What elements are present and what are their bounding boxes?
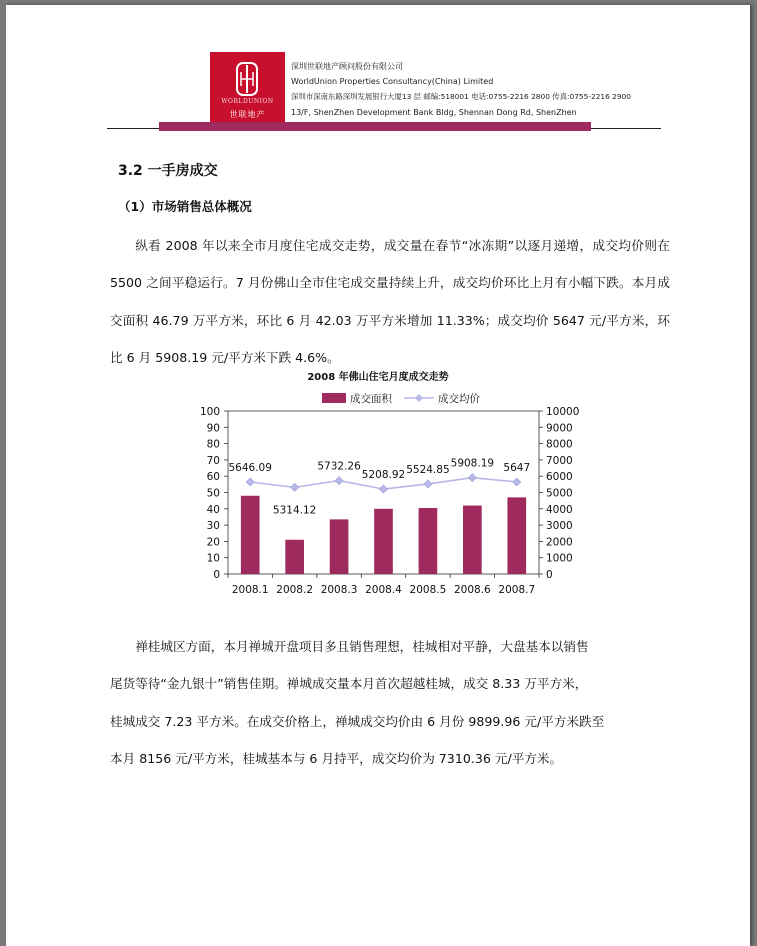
price-data-label: 5646.09 [228,461,272,474]
right-axis-tick-label: 8000 [546,438,573,451]
price-point [380,485,388,493]
company-address-cn: 深圳市深南东路深圳发展银行大厦13 层 邮编:518001 电话:0755-2216 2800 传真:0755-2216 2900 [291,92,631,101]
market-overview-paragraph: 纵看 2008 年以来全市月度住宅成交走势，成交量在春节“冰冻期”以逐月递增，成交均价则在 5500 之间平稳运行。7 月份佛山全市住宅成交量持续上升，成交均价环比上月有小幅下跌。本月成交面积 46.79 万平方米，环比 6 月 42.03 万平方米增加 11.33%；成交均价 5647 元/平方米，环比 6 月 5908.19 元/平方米下跌 4.6%。 [110,238,670,365]
price-point [513,478,521,486]
document-page [6,5,750,946]
left-axis-tick-label: 0 [213,569,220,581]
right-axis-tick-label: 9000 [546,422,573,435]
price-point [468,474,476,482]
right-axis-tick-label: 4000 [546,503,573,516]
price-point [291,483,299,491]
price-data-label: 5524.85 [406,463,450,476]
section-heading: 3.2 一手房成交 [118,163,218,179]
right-axis-tick-label: 5000 [546,487,573,500]
bar-area [419,508,438,574]
bar-area [285,540,304,574]
x-axis-tick-label: 2008.5 [409,584,447,596]
left-axis-tick-label: 20 [206,536,220,549]
left-axis-tick-label: 60 [206,471,220,484]
right-axis-tick-label: 6000 [546,471,573,484]
chart-title: 2008 年佛山住宅月度成交走势 [307,372,449,383]
district-paragraph-line: 尾货等待“金九银十”销售佳期。禅城成交量本月首次超越桂城，成交 8.33 万平方米， [110,676,588,692]
left-axis-tick-label: 80 [206,438,220,451]
section-subheading: （1）市场销售总体概况 [118,199,252,214]
legend-label-price: 成交均价 [438,393,480,405]
left-axis-tick-label: 70 [206,454,220,467]
logo-english-text: WORLDUNION [221,98,274,105]
bar-area [241,496,260,574]
price-data-label: 5208.92 [361,469,406,482]
monthly-transaction-chart [6,5,750,946]
left-axis-tick-label: 40 [206,503,220,516]
left-axis-tick-label: 10 [206,552,220,565]
x-axis-tick-label: 2008.6 [453,584,491,596]
company-address-en: 13/F, ShenZhen Development Bank Bldg, Shennan Dong Rd, ShenZhen [291,108,577,117]
bar-area [463,506,482,574]
district-paragraph-line: 桂城成交 7.23 平方米。在成交价格上，禅城成交均价由 6 月份 9899.96 元/平方米跌至 [110,713,605,729]
district-paragraph-line: 禅桂城区方面，本月禅城开盘项目多且销售理想，桂城相对平静，大盘基本以销售 [135,639,589,654]
price-data-label: 5908.19 [450,457,495,470]
bar-area [507,497,526,574]
price-data-label: 5647 [503,461,531,474]
left-axis-tick-label: 90 [206,422,220,435]
price-data-label: 5732.26 [317,460,361,473]
price-point [246,478,254,486]
legend-swatch-area [322,393,346,403]
x-axis-tick-label: 2008.1 [231,584,269,596]
price-point [335,477,343,485]
right-axis-tick-label: 1000 [546,552,573,565]
x-axis-tick-label: 2008.3 [320,584,358,596]
right-axis-tick-label: 0 [546,569,553,581]
right-axis-tick-label: 2000 [546,536,573,549]
right-axis-tick-label: 10000 [546,406,580,418]
x-axis-tick-label: 2008.7 [498,584,536,596]
right-axis-tick-label: 7000 [546,454,573,467]
price-data-label: 5314.12 [272,504,317,517]
left-axis-tick-label: 50 [206,487,220,500]
price-point [424,480,432,488]
left-axis-tick-label: 30 [206,520,220,533]
left-axis-tick-label: 100 [199,406,220,418]
right-axis-tick-label: 3000 [546,520,573,533]
district-paragraph [110,628,670,777]
company-name-cn: 深圳世联地产顾问股份有限公司 [291,62,403,71]
legend-marker-price [415,394,423,402]
bar-area [330,519,349,574]
logo-chinese-text: 世联地产 [229,110,266,119]
legend-label-area: 成交面积 [350,393,392,405]
x-axis-tick-label: 2008.4 [365,584,402,596]
company-name-en: WorldUnion Properties Consultancy(China) Limited [291,77,494,86]
x-axis-tick-label: 2008.2 [276,584,314,596]
bar-area [374,509,393,574]
district-paragraph-line: 本月 8156 元/平方米，桂城基本与 6 月持平，成交均价为 7310.36 元/平方米。 [110,750,563,766]
